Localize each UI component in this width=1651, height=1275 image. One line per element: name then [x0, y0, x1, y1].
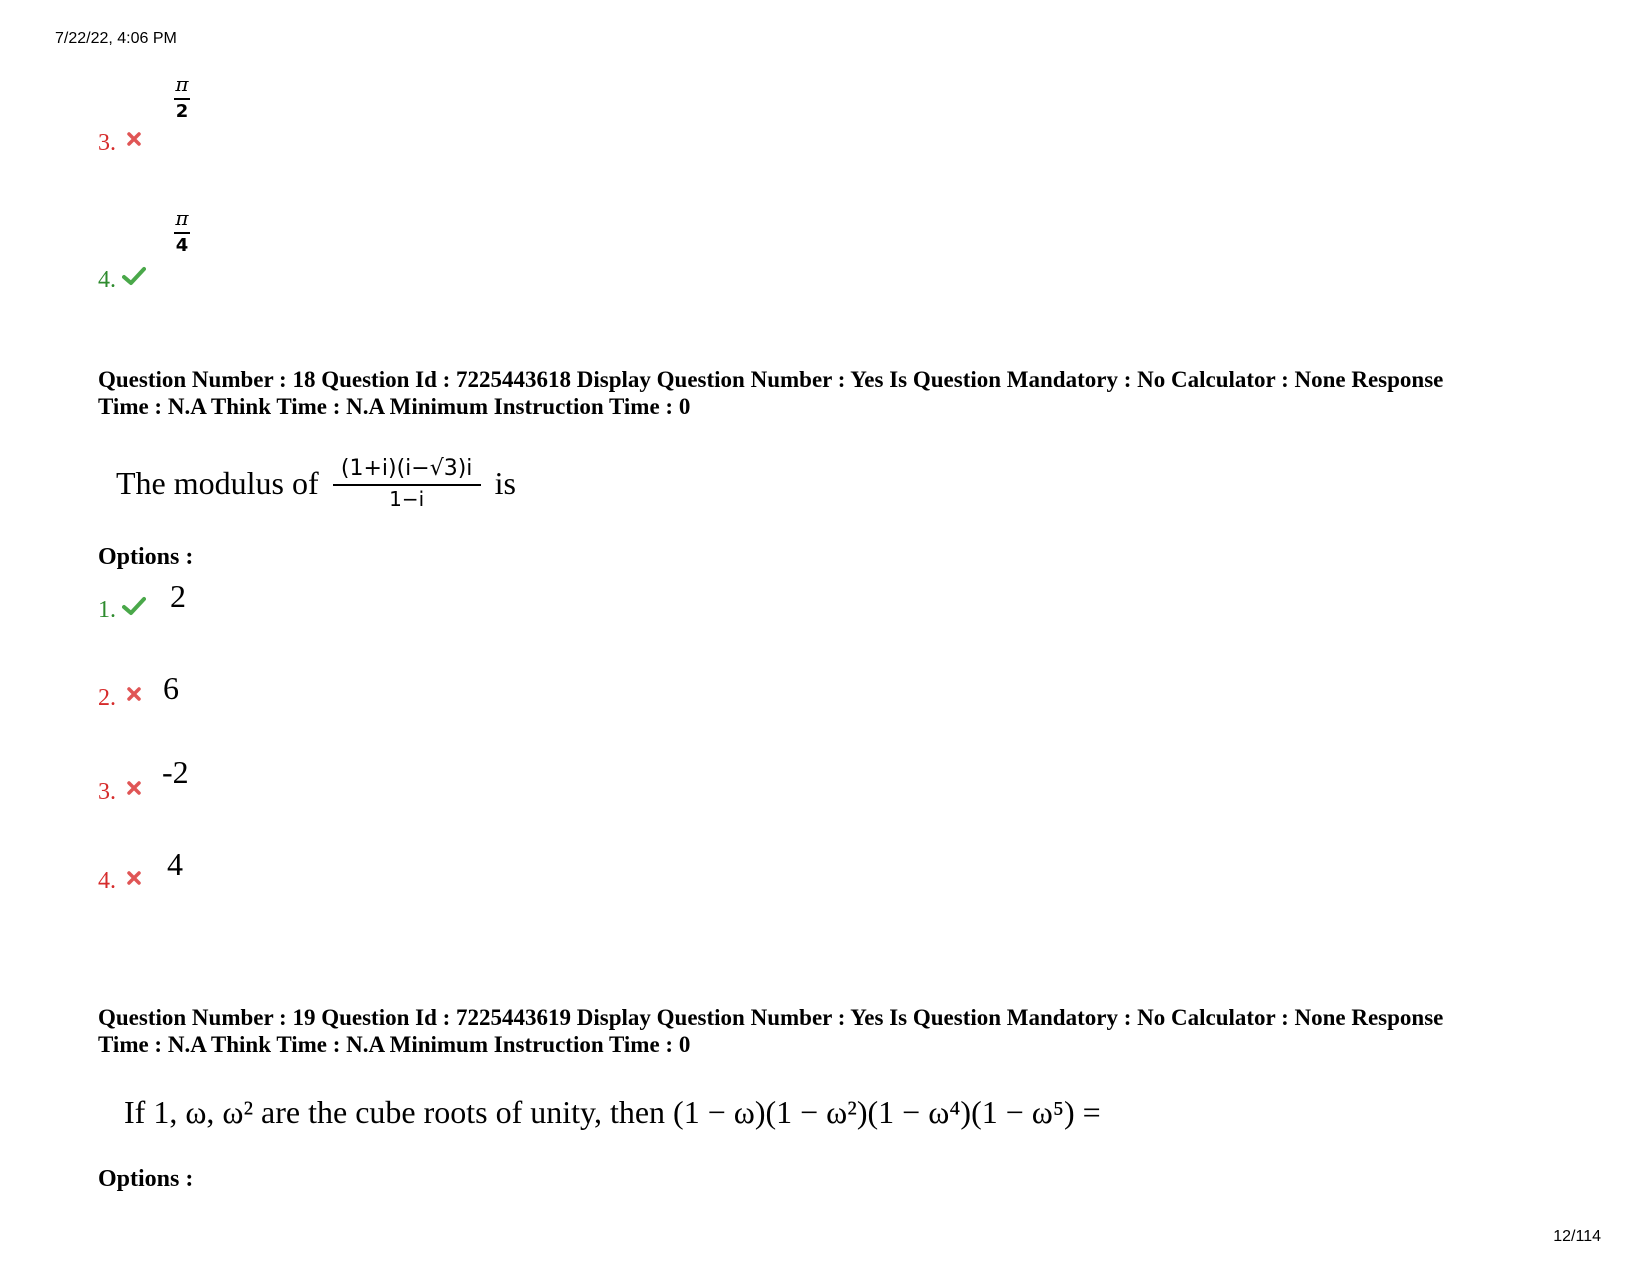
- option-number: 3.: [98, 130, 116, 156]
- page-number: 12/114: [1553, 1228, 1601, 1245]
- q18-option-4: [98, 868, 116, 895]
- prev-option-3: [98, 130, 116, 157]
- option-value: 6: [163, 670, 179, 706]
- cross-icon: [127, 132, 141, 146]
- option-number: 4.: [98, 868, 116, 894]
- question-19-text: If 1, ω, ω² are the cube roots of unity, then (1 − ω)(1 − ω²)(1 − ω⁴)(1 − ω⁵) =: [124, 1094, 1101, 1130]
- question-18-fraction: $\frac{(1+i)(i-√3)i}{1-i}$: [333, 458, 481, 509]
- check-icon: [122, 266, 146, 286]
- check-icon: [122, 596, 146, 616]
- option-number: 1.: [98, 597, 116, 623]
- question-18-meta: Question Number : 18 Question Id : 7225443618 Display Question Number : Yes Is Question Mandatory : No Calculator : None Response Time : N.A Think Time : N.A Minimum Instruction Time : 0: [98, 367, 1444, 419]
- option-number: 2.: [98, 685, 116, 711]
- options-label: Options :: [98, 1166, 194, 1192]
- cross-icon: [127, 781, 141, 795]
- option-value: 4: [167, 846, 183, 882]
- q18-option-3: [98, 779, 116, 806]
- question-19-meta: Question Number : 19 Question Id : 7225443619 Display Question Number : Yes Is Question Mandatory : No Calculator : None Response Time : N.A Think Time : N.A Minimum Instruction Time : 0: [98, 1005, 1444, 1057]
- cross-icon: [127, 687, 141, 701]
- option-number: 3.: [98, 779, 116, 805]
- option-fraction: π 4: [175, 206, 189, 256]
- options-label: Options :: [98, 544, 194, 570]
- cross-icon: [127, 871, 141, 885]
- print-timestamp: 7/22/22, 4:06 PM: [55, 30, 177, 47]
- option-number: 4.: [98, 267, 116, 293]
- q18-option-2: [98, 685, 116, 712]
- prev-option-4: [98, 267, 116, 294]
- option-value: -2: [162, 754, 189, 790]
- option-value: 2: [170, 578, 186, 614]
- question-18-text: The modulus of $\frac{(1+i)(i-√3)i}{1-i}$ is: [116, 456, 516, 511]
- q18-option-1: [98, 597, 116, 624]
- option-fraction: π 2: [175, 72, 189, 122]
